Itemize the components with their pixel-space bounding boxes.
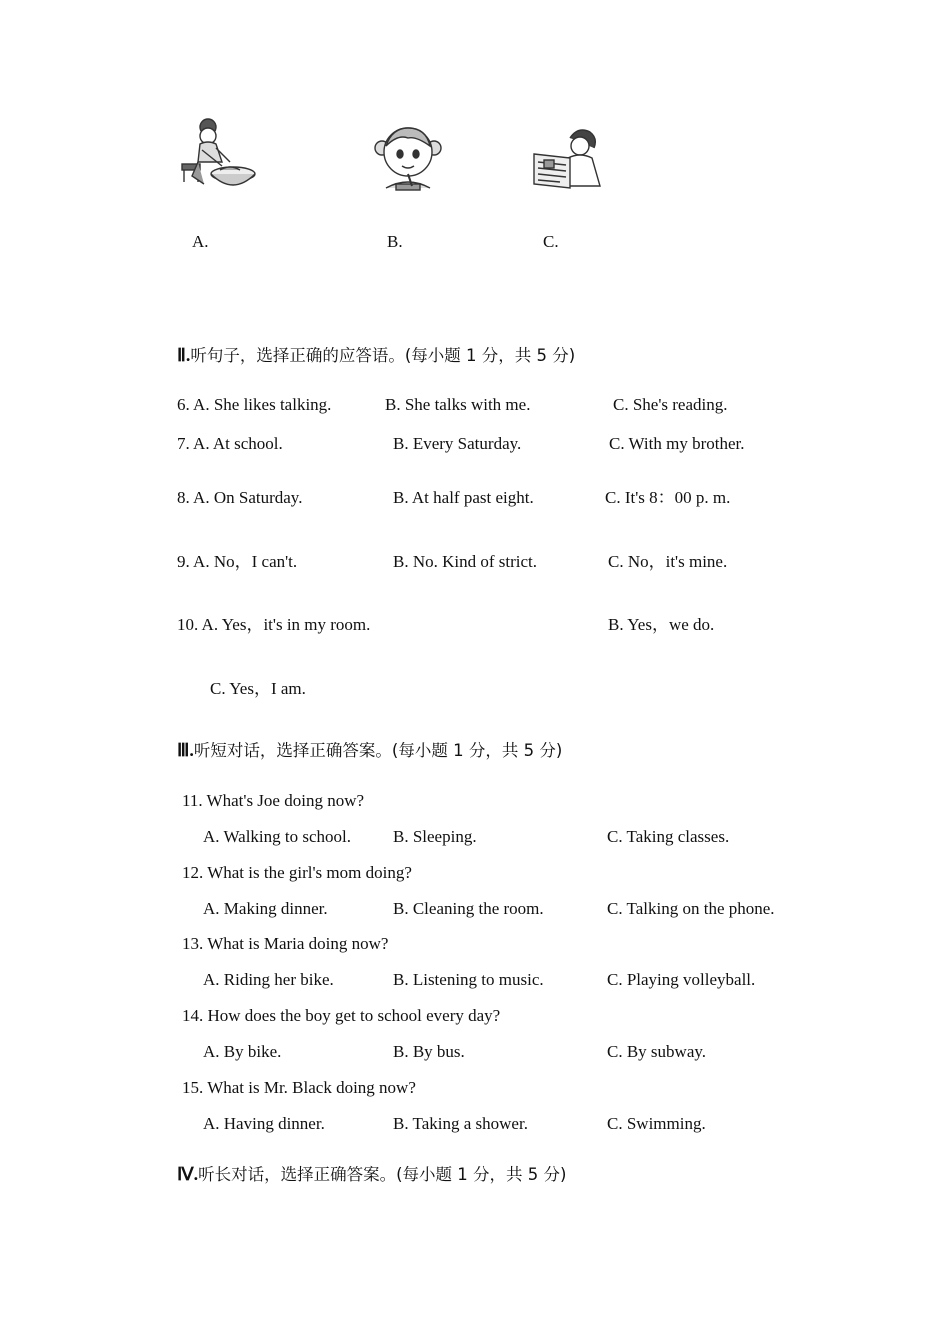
- q8-option-c: C. It's 8：00 p. m.: [605, 488, 731, 507]
- q9-option-b: B. No. Kind of strict.: [393, 552, 538, 571]
- girl-washing-clothes-icon: [178, 114, 258, 194]
- q11-option-b: B. Sleeping.: [393, 827, 477, 846]
- q13-option-b: B. Listening to music.: [393, 970, 544, 989]
- q14-option-a: A. By bike.: [203, 1042, 282, 1061]
- q7-option-a: 7. A. At school.: [177, 434, 283, 453]
- section-2-title: 听句子，选择正确的应答语。(每小题 1 分，共 5 分): [190, 346, 576, 365]
- q9-option-a: 9. A. No，I can't.: [177, 552, 298, 571]
- q8-option-a: 8. A. On Saturday.: [177, 488, 303, 507]
- q8-option-b: B. At half past eight.: [393, 488, 534, 507]
- q7-option-c: C. With my brother.: [609, 434, 745, 453]
- q15-option-a: A. Having dinner.: [203, 1114, 325, 1133]
- q10-option-c: C. Yes，I am.: [210, 679, 306, 698]
- q13-option-a: A. Riding her bike.: [203, 970, 334, 989]
- girl-reading-newspaper-icon: [530, 124, 608, 192]
- section-2-number: Ⅱ.: [177, 345, 191, 365]
- picture-label-a: A.: [192, 232, 209, 251]
- section-3-title: 听短对话，选择正确答案。(每小题 1 分，共 5 分): [193, 741, 563, 760]
- section-4-title: 听长对话，选择正确答案。(每小题 1 分，共 5 分): [198, 1165, 567, 1184]
- q13-question: 13. What is Maria doing now?: [182, 934, 389, 953]
- q15-option-b: B. Taking a shower.: [393, 1114, 528, 1133]
- picture-label-b: B.: [387, 232, 403, 251]
- q6-option-c: C. She's reading.: [613, 395, 728, 414]
- q6-option-b: B. She talks with me.: [385, 395, 531, 414]
- q11-option-a: A. Walking to school.: [203, 827, 352, 846]
- q11-question: 11. What's Joe doing now?: [182, 791, 365, 810]
- q10-option-a: 10. A. Yes，it's in my room.: [177, 615, 371, 634]
- q15-option-c: C. Swimming.: [607, 1114, 706, 1133]
- q7-option-b: B. Every Saturday.: [393, 434, 522, 453]
- section-4-heading: [177, 1165, 566, 1184]
- section-3-number: Ⅲ.: [177, 740, 194, 760]
- q14-question: 14. How does the boy get to school every day?: [182, 1006, 501, 1025]
- q14-option-b: B. By bus.: [393, 1042, 465, 1061]
- q9-option-c: C. No，it's mine.: [608, 552, 728, 571]
- q13-option-c: C. Playing volleyball.: [607, 970, 756, 989]
- q6-option-a: 6. A. She likes talking.: [177, 395, 332, 414]
- section-4-number: Ⅳ.: [177, 1164, 199, 1184]
- section-2-heading: [177, 346, 575, 365]
- q12-option-c: C. Talking on the phone.: [607, 899, 775, 918]
- q12-option-a: A. Making dinner.: [203, 899, 328, 918]
- section-3-heading: [177, 741, 562, 760]
- girl-writing-icon: [372, 124, 444, 196]
- q14-option-c: C. By subway.: [607, 1042, 707, 1061]
- q10-option-b: B. Yes，we do.: [608, 615, 715, 634]
- q12-question: 12. What is the girl's mom doing?: [182, 863, 412, 882]
- q12-option-b: B. Cleaning the room.: [393, 899, 544, 918]
- q11-option-c: C. Taking classes.: [607, 827, 730, 846]
- q15-question: 15. What is Mr. Black doing now?: [182, 1078, 416, 1097]
- picture-label-c: C.: [543, 232, 559, 251]
